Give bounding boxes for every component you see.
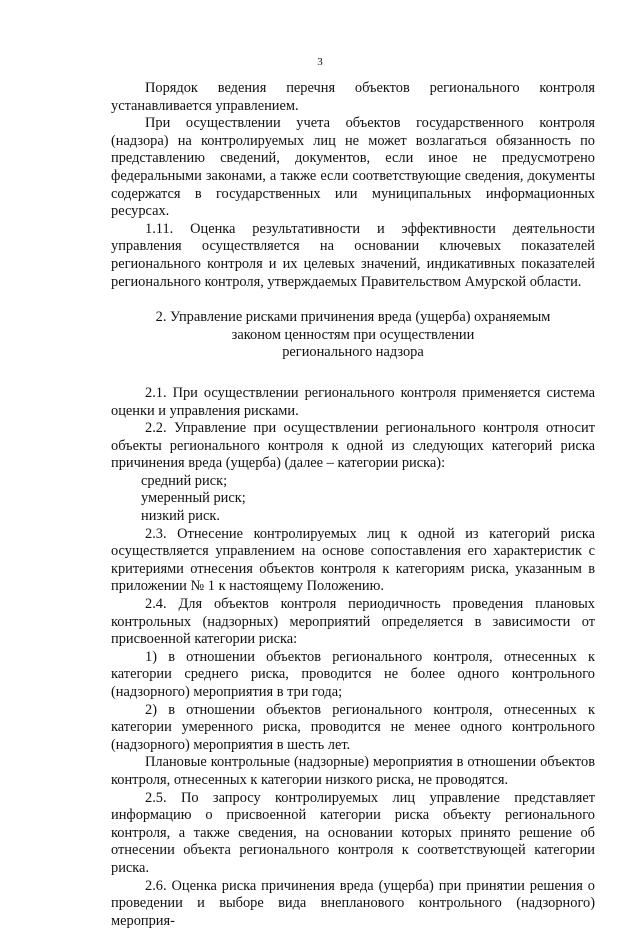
risk-list-item: средний риск; [141,472,228,489]
section-heading-line: регионального надзора [282,344,424,361]
paragraph: 2.4. Для объектов контроля периодичность проведения плановых контрольных (надзорных) мероприятий определяется в зависимости от присвоенной категории риска: [111,596,595,648]
section-heading [111,309,595,362]
section-heading-line: 2. Управление рисками причинения вреда (ущерба) охраняемым [155,309,551,326]
paragraph: Порядок ведения перечня объектов регионального контроля устанавливается управлением. [111,80,595,114]
paragraph: 2.1. При осуществлении регионального контроля применяется система оценки и управления рисками. [111,384,595,419]
paragraph: 2.2. Управление при осуществлении регионального контроля относит объекты регионального контроля к одной из следующих категорий риска причинения вреда (ущерба) (далее – категории риска): [111,420,595,472]
risk-list-item: умеренный риск; [141,490,246,507]
paragraph: 2.6. Оценка риска причинения вреда (ущерба) при принятии решения о проведении и выборе вида внепланового контрольного (надзорного) мероприя- [111,877,595,929]
paragraph: 2) в отношении объектов регионального контроля, отнесенных к категории умеренного риска, проводится не менее одного контрольного (надзорного) мероприятия в шесть лет. [111,701,595,753]
section-heading-line: законом ценностям при осуществлении [231,326,475,343]
risk-list-item: низкий риск. [141,508,220,525]
paragraph: Плановые контрольные (надзорные) мероприятия в отношении объектов контроля, отнесенных к категории низкого риска, не проводятся. [111,754,595,788]
paragraph: 2.5. По запросу контролируемых лиц управление представляет информацию о присвоенной категории риска объекту регионального контроля, а также сведения, на основании которых принято решение об отнесении объекта регионального контроля к соответствующей категории риска. [111,789,595,876]
document-body [111,80,595,930]
paragraph: При осуществлении учета объектов государственного контроля (надзора) на контролируемых лиц не может возлагаться обязанность по представлению сведений, документов, если иное не предусмотрено федеральными законами, а также если соответствующие сведения, документы содержатся в государственных или муниципальных информационных ресурсах. [111,115,595,220]
paragraph: 1) в отношении объектов регионального контроля, отнесенных к категории среднего риска, проводится не более одного контрольного (надзорного) мероприятия в три года; [111,648,595,700]
paragraph: 1.11. Оценка результативности и эффективности деятельности управления осуществляется на основании ключевых показателей регионального контроля и их целевых значений, индикативных показателей регионального контроля, утверждаемых Правительством Амурской области. [111,220,595,290]
paragraph: 2.3. Отнесение контролируемых лиц к одной из категорий риска осуществляется управлением на основе сопоставления его характеристик с критериями отнесения объектов контроля к категориям риска, указанным в приложении № 1 к настоящему Положению. [111,525,595,595]
page-number: 3 [317,56,323,68]
